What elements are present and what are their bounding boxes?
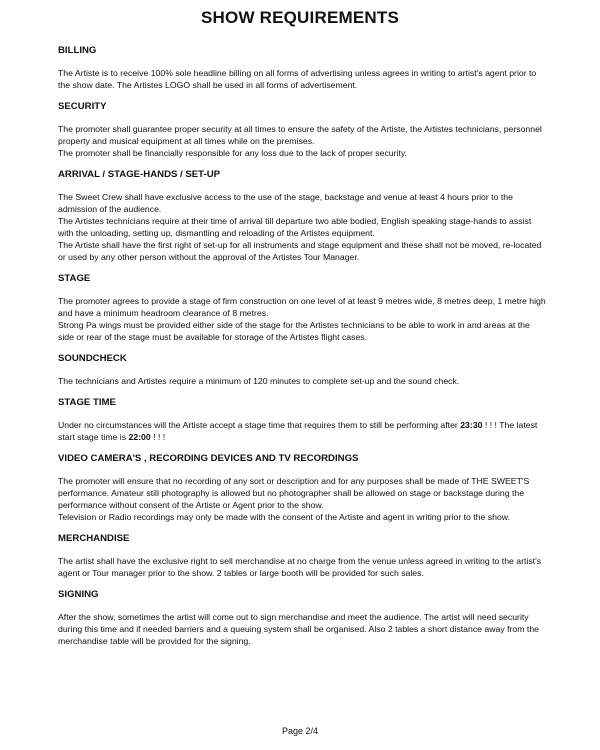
arrival-paragraph-3: The Artiste shall have the first right of set-up for all instruments and stage equipment and these shall not be moved, re-located or used by any other person without the approval of the Artistes Tour Manager. [58,240,542,262]
signing-paragraph: After the show, sometimes the artist will come out to sign merchandise and meet the audience. The artist will need security during this time and if needed barriers and a queuing system shall be organised. Also 2 tables a short distance away from the merchandise table will be provided for the signing. [58,612,539,646]
soundcheck-paragraph: The technicians and Artistes require a minimum of 120 minutes to complete set-up and the sound check. [58,376,460,386]
section-heading-merchandise: MERCHANDISE [58,533,130,544]
stage-time-text-1: Under no circumstances will the Artiste accept a stage time that requires them to still be performing after [58,420,461,430]
stage-time-latest-start: 22:00 [128,432,151,442]
page-title: SHOW REQUIREMENTS [201,8,399,27]
security-paragraph-1: The promoter shall guarantee proper security at all times to ensure the safety of the Artiste, the Artistes technicians, personnel property and musical equipment at all times while on the premises. [58,124,542,146]
section-merchandise [58,532,548,579]
arrival-paragraph-1: The Sweet Crew shall have exclusive access to the use of the stage, backstage and venue at least 4 hours prior to the admission of the audience. [58,192,513,214]
stage-paragraph-1: The promoter agrees to provide a stage of firm construction on one level of at least 9 metres wide, 8 metres deep, 1 metre high and have a minimum headroom clearance of 8 metres. [58,296,546,318]
section-soundcheck [58,352,548,387]
section-heading-stage: STAGE [58,273,91,284]
section-signing [58,588,548,647]
security-paragraph-2: The promoter shall be financially responsible for any loss due to the lack of proper security. [58,148,407,158]
billing-paragraph: The Artiste is to receive 100% sole headline billing on all forms of advertising unless agrees in writing to artist's agent prior to the show date. The Artistes LOGO shall be used in all forms of advertisement. [58,68,537,90]
stage-time-text-2: ! ! ! The latest start stage time is [58,420,538,442]
section-security [58,100,548,159]
recordings-paragraph-1: The promoter will ensure that no recording of any sort or description and for any purposes shall be made of THE SWEET'S performance. Amateur still photography is allowed but no photographer shall be allowed on stage or backstage during the performance without consent of the Artiste or Agent prior to the show. [58,476,530,510]
document-body [58,44,548,656]
merchandise-paragraph: The artist shall have the exclusive right to sell merchandise at no charge from the venue unless agreed in writing to the artist's agent or Tour manager prior to the show. 2 tables or large booth will be provided for such sales. [58,556,542,578]
section-arrival [58,168,548,263]
stage-paragraph-2: Strong Pa wings must be provided either side of the stage for the Artistes technicians to be able to work in and areas at the side or rear of the stage must be available for storage of the Artistes flight cases. [58,320,530,342]
section-heading-stage-time: STAGE TIME [58,397,116,408]
section-heading-recordings: VIDEO CAMERA'S , RECORDING DEVICES AND TV RECORDINGS [58,453,359,464]
section-stage-time [58,396,548,443]
section-heading-arrival: ARRIVAL / STAGE-HANDS / SET-UP [58,169,221,180]
section-heading-signing: SIGNING [58,589,99,600]
recordings-paragraph-2: Television or Radio recordings may only be made with the consent of the Artiste and agent in writing prior to the show. [58,512,510,522]
stage-time-paragraph [58,419,548,443]
page-number: Page 2/4 [281,726,319,736]
arrival-paragraph-2: The Artistes technicians require at their time of arrival till departure two able bodied, English speaking stage-hands to assist with the unloading, setting up, dismantling and reloading of the Artistes equipment. [58,216,532,238]
section-stage [58,272,548,343]
stage-time-latest-end: 23:30 [460,420,483,430]
section-heading-soundcheck: SOUNDCHECK [58,353,127,364]
section-heading-billing: BILLING [58,45,97,56]
stage-time-text-3: ! ! ! [150,432,166,442]
section-billing [58,44,548,91]
section-heading-security: SECURITY [58,101,107,112]
section-recordings [58,452,548,523]
